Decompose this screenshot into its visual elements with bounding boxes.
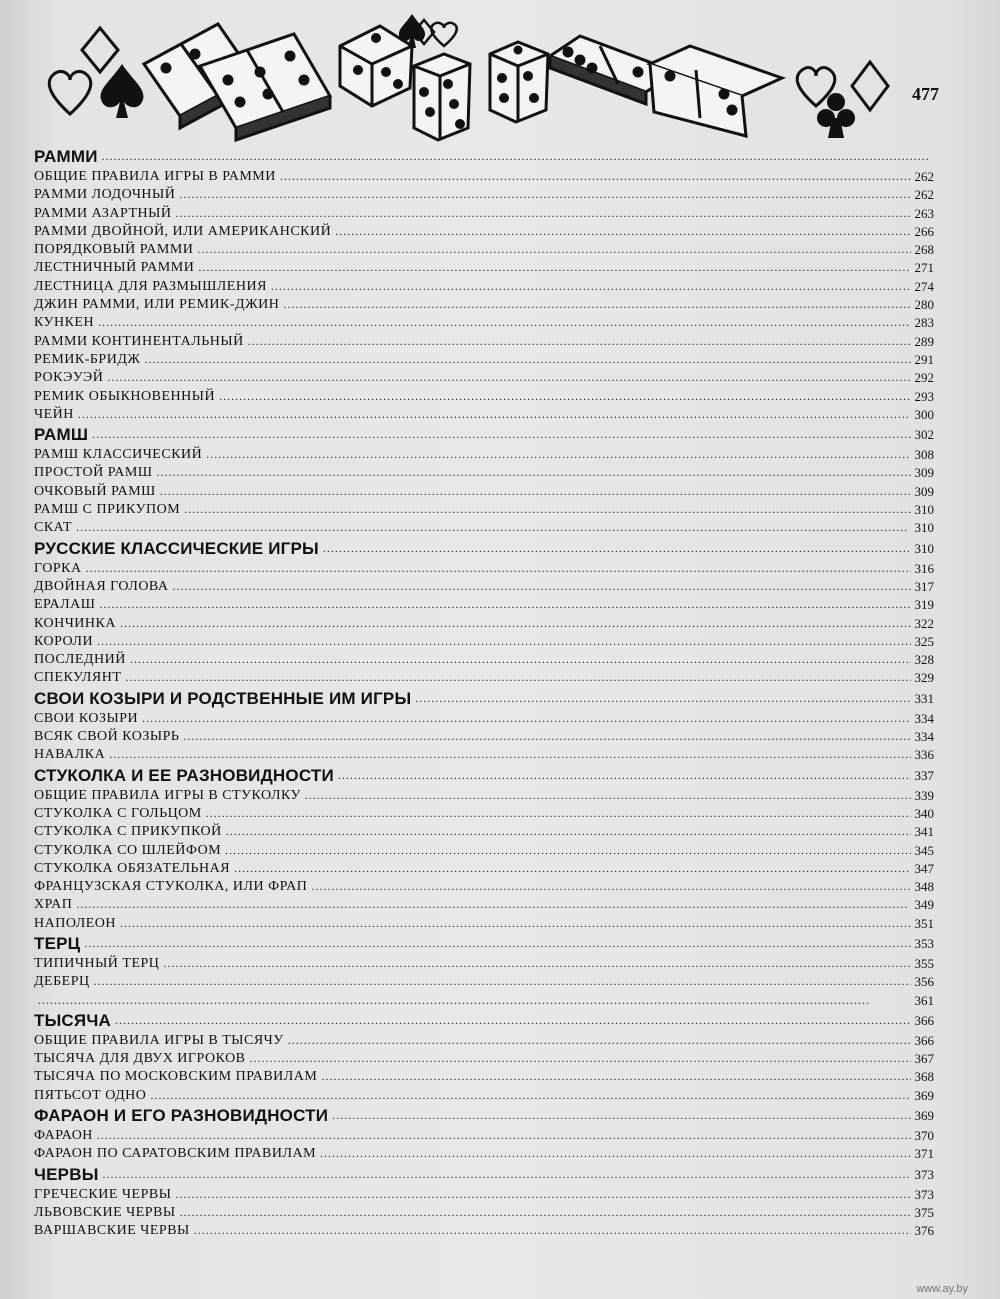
toc-entry-row: [34, 615, 934, 633]
toc-entry-title: РАМШ КЛАССИЧЕСКИЙ: [34, 447, 203, 463]
toc-section-row: [34, 688, 934, 710]
toc-page-number: 355: [914, 955, 934, 971]
toc-entry-title: ПЯТЬСОТ ОДНО: [34, 1087, 147, 1103]
toc-page-number: 336: [914, 747, 934, 763]
toc-entry-row: [34, 205, 934, 223]
toc-leader-dots: [109, 746, 910, 763]
toc-entry-row: [34, 596, 934, 614]
toc-leader-dots: [194, 1222, 911, 1239]
toc-leader-dots: [320, 1145, 910, 1162]
toc-entry-title: ГРЕЧЕСКИЕ ЧЕРВЫ: [34, 1186, 172, 1202]
toc-entry-row: [34, 1222, 934, 1240]
toc-entry-row: [34, 406, 934, 424]
toc-leader-dots: [280, 168, 911, 185]
toc-entry-row: [34, 388, 934, 406]
toc-entry-title: РАМШ С ПРИКУПОМ: [34, 502, 181, 518]
toc-entry-title: СТУКОЛКА СО ШЛЕЙФОМ: [34, 842, 222, 858]
toc-leader-dots: [206, 805, 911, 822]
toc-page-number: 262: [914, 169, 934, 184]
toc-leader-dots: [163, 955, 910, 972]
toc-leader-dots: [179, 186, 910, 203]
toc-page-number: 310: [914, 502, 934, 518]
toc-leader-dots: [115, 1010, 911, 1031]
toc-leader-dots: [184, 501, 910, 518]
toc-page-number: 322: [914, 615, 934, 631]
toc-entry-row: [34, 823, 934, 841]
toc-entry-row: [34, 333, 934, 351]
toc-page-number: 292: [914, 370, 934, 386]
toc-entry-title: РАММИ КОНТИНЕНТАЛЬНЫЙ: [34, 333, 244, 349]
toc-entry-title: ТЫСЯЧА ДЛЯ ДВУХ ИГРОКОВ: [34, 1051, 246, 1067]
toc-leader-dots: [175, 205, 910, 222]
toc-section-title: РУССКИЕ КЛАССИЧЕСКИЕ ИГРЫ: [34, 538, 319, 558]
toc-entry-row: [34, 955, 934, 973]
toc-page-number: 366: [914, 1032, 934, 1048]
toc-page-number: 291: [914, 351, 934, 367]
toc-page-number: 266: [914, 223, 934, 239]
toc-page-number: 274: [914, 278, 934, 294]
toc-leader-dots: [311, 878, 910, 895]
toc-page-number: 375: [914, 1204, 934, 1220]
toc-page-number: 289: [914, 333, 934, 349]
toc-leader-dots: [97, 1127, 911, 1144]
toc-leader-dots: [288, 1032, 911, 1049]
toc-entry-title: РЕМИК ОБЫКНОВЕННЫЙ: [34, 388, 216, 404]
toc-section-title: СТУКОЛКА И ЕЕ РАЗНОВИДНОСТИ: [34, 765, 334, 785]
toc-page-number: 283: [914, 315, 934, 331]
toc-entry-title: ФАРАОН ПО САРАТОВСКИМ ПРАВИЛАМ: [34, 1146, 317, 1162]
toc-entry-row: [34, 787, 934, 805]
toc-entry-row: [34, 805, 934, 823]
toc-entry-title: ЕРАЛАШ: [34, 597, 96, 613]
toc-leader-dots: [332, 1105, 910, 1126]
toc-entry-row: [34, 578, 934, 596]
toc-entry-title: ДВОЙНАЯ ГОЛОВА: [34, 578, 169, 594]
toc-leader-dots: [130, 651, 911, 668]
toc-entry-title: ФРАНЦУЗСКАЯ СТУКОЛКА, ИЛИ ФРАП: [34, 879, 308, 895]
toc-entry-row: [34, 501, 934, 519]
toc-page-number: 263: [914, 205, 934, 221]
toc-entry-row: [34, 314, 934, 332]
toc-leader-dots: [97, 633, 910, 650]
toc-page-number: 370: [914, 1128, 934, 1144]
toc-page-number: 341: [914, 824, 934, 840]
toc-entry-row: [34, 1145, 934, 1163]
toc-page-number: 310: [914, 540, 934, 556]
toc-page-number: 361: [914, 992, 934, 1008]
toc-entry-row: [34, 223, 934, 241]
toc-entry-row: [34, 241, 934, 259]
toc-section-title: ЧЕРВЫ: [34, 1164, 99, 1184]
toc-page-number: 317: [914, 578, 934, 594]
toc-page-number: 369: [914, 1087, 934, 1103]
toc-page-number: 369: [914, 1108, 934, 1124]
toc-section-row: [34, 765, 934, 787]
toc-entry-row: [34, 519, 934, 537]
toc-leader-dots: [415, 688, 910, 709]
toc-entry-row: [34, 992, 934, 1010]
toc-leader-dots: [338, 765, 911, 786]
toc-section-row: [34, 424, 934, 446]
toc-leader-dots: [76, 896, 910, 913]
toc-page-number: 368: [914, 1069, 934, 1085]
toc-page-number: 371: [914, 1146, 934, 1162]
toc-entry-row: [34, 369, 934, 387]
toc-entry-title: ЛЕСТНИЦА ДЛЯ РАЗМЫШЛЕНИЯ: [34, 278, 267, 294]
toc-page-number: 373: [914, 1186, 934, 1202]
toc-entry-title: ТИПИЧНЫЙ ТЕРЦ: [34, 955, 160, 971]
toc-page-number: 345: [914, 842, 934, 858]
toc-page-number: 310: [914, 520, 934, 536]
toc-entry-title: ОЧКОВЫЙ РАМШ: [34, 483, 156, 499]
toc-entry-row: [34, 1050, 934, 1068]
toc-entry-title: КОРОЛИ: [34, 633, 94, 649]
toc-page-number: 366: [914, 1012, 934, 1028]
toc-leader-dots: [323, 538, 911, 559]
toc-entry-row: [34, 860, 934, 878]
toc-entry-title: ГОРКА: [34, 560, 82, 576]
toc-entry-row: [34, 259, 934, 277]
toc-leader-dots: [250, 1050, 911, 1067]
toc-entry-title: ПОРЯДКОВЫЙ РАММИ: [34, 242, 194, 258]
toc-entry-title: ВСЯК СВОЙ КОЗЫРЬ: [34, 729, 180, 745]
toc-leader-dots: [125, 669, 910, 686]
toc-section-title: ТЕРЦ: [34, 933, 81, 953]
toc-leader-dots: [206, 446, 910, 463]
toc-entry-row: [34, 878, 934, 896]
toc-page-number: 271: [914, 260, 934, 276]
toc-section-row: [34, 146, 934, 168]
toc-entry-title: РАММИ ДВОЙНОЙ, ИЛИ АМЕРИКАНСКИЙ: [34, 223, 332, 239]
toc-section-title: ТЫСЯЧА: [34, 1010, 111, 1030]
toc-leader-dots: [283, 296, 910, 313]
toc-entry-title: КОНЧИНКА: [34, 615, 116, 631]
toc-page-number: 300: [914, 406, 934, 422]
toc-leader-dots: [248, 333, 911, 350]
toc-entry-title: ОБЩИЕ ПРАВИЛА ИГРЫ В СТУКОЛКУ: [34, 787, 301, 803]
toc-entry-row: [34, 633, 934, 651]
toc-entry-title: СВОИ КОЗЫРИ: [34, 710, 139, 726]
toc-entry-title: РАММИ АЗАРТНЫЙ: [34, 205, 172, 221]
heart-icon: [431, 23, 457, 46]
toc-page-number: 373: [914, 1166, 934, 1182]
toc-leader-dots: [94, 973, 911, 990]
toc-entry-title: НАВАЛКА: [34, 747, 106, 763]
toc-entry-row: [34, 296, 934, 314]
toc-leader-dots: [225, 842, 910, 859]
toc-entry-row: [34, 710, 934, 728]
toc-page-number: 329: [914, 670, 934, 686]
toc-entry-title: РЕМИК-БРИДЖ: [34, 351, 141, 367]
die-icon: [414, 54, 470, 140]
toc-entry-title: ЧЕЙН: [34, 406, 74, 422]
toc-entry-row: [34, 464, 934, 482]
toc-entry-title: ОБЩИЕ ПРАВИЛА ИГРЫ В РАММИ: [34, 169, 276, 184]
toc-entry-title: ЛЬВОВСКИЕ ЧЕРВЫ: [34, 1204, 176, 1220]
toc-page-number: 367: [914, 1051, 934, 1067]
toc-entry-title: НАПОЛЕОН: [34, 915, 117, 931]
toc-leader-dots: [305, 787, 911, 804]
toc-entry-row: [34, 483, 934, 501]
toc-page-number: 309: [914, 465, 934, 481]
toc-leader-dots: [183, 728, 910, 745]
toc-entry-title: ВАРШАВСКИЕ ЧЕРВЫ: [34, 1223, 190, 1239]
toc-entry-row: [34, 746, 934, 764]
toc-entry-title: ТЫСЯЧА ПО МОСКОВСКИМ ПРАВИЛАМ: [34, 1069, 318, 1085]
toc-leader-dots: [86, 560, 911, 577]
toc-leader-dots: [160, 483, 911, 500]
toc-entry-row: [34, 1186, 934, 1204]
toc-entry-row: [34, 186, 934, 204]
toc-leader-dots: [150, 1087, 910, 1104]
toc-leader-dots: [92, 424, 910, 445]
toc-entry-title: КУНКЕН: [34, 315, 95, 331]
toc-entry-title: РОКЭУЭЙ: [34, 370, 104, 386]
toc-entry-row: [34, 278, 934, 296]
toc-leader-dots: [321, 1068, 910, 1085]
toc-entry-row: [34, 651, 934, 669]
toc-leader-dots: [76, 519, 910, 536]
toc-entry-title: ПРОСТОЙ РАМШ: [34, 465, 153, 481]
toc-leader-dots: [198, 259, 910, 276]
toc-entry-title: СТУКОЛКА С ГОЛЬЦОМ: [34, 805, 202, 821]
toc-entry-title: ЛЕСТНИЧНЫЙ РАММИ: [34, 260, 195, 276]
toc-page-number: 376: [914, 1223, 934, 1239]
toc-page-number: 334: [914, 729, 934, 745]
table-of-contents: [34, 146, 934, 1241]
toc-page-number: 328: [914, 652, 934, 668]
toc-leader-dots: [144, 351, 910, 368]
toc-leader-dots: [219, 388, 910, 405]
toc-page-number: 356: [914, 974, 934, 990]
toc-page-number: 348: [914, 879, 934, 895]
toc-leader-dots: [175, 1186, 910, 1203]
toc-entry-row: [34, 728, 934, 746]
toc-entry-row: [34, 896, 934, 914]
toc-entry-row: [34, 1032, 934, 1050]
toc-leader-dots: [107, 369, 910, 386]
toc-page-number: 262: [914, 187, 934, 203]
toc-page-number: 268: [914, 242, 934, 258]
toc-section-row: [34, 538, 934, 560]
toc-leader-dots: [99, 596, 910, 613]
toc-entry-row: [34, 915, 934, 933]
toc-entry-title: СТУКОЛКА С ПРИКУПКОЙ: [34, 824, 222, 840]
toc-leader-dots: [180, 1204, 911, 1221]
heart-icon: [49, 72, 91, 114]
toc-entry-row: [34, 973, 934, 991]
toc-entry-title: СКАТ: [34, 520, 73, 536]
toc-leader-dots: [234, 860, 910, 877]
toc-leader-dots: [120, 615, 911, 632]
toc-leader-dots: [102, 146, 930, 167]
toc-entry-row: [34, 351, 934, 369]
toc-page-number: 347: [914, 860, 934, 876]
toc-leader-dots: [142, 710, 910, 727]
diamond-icon: [82, 28, 118, 72]
toc-page-number: 325: [914, 633, 934, 649]
toc-entry-title: ФАРАОН: [34, 1128, 93, 1144]
toc-page-number: 280: [914, 297, 934, 313]
toc-section-title: ФАРАОН И ЕГО РАЗНОВИДНОСТИ: [34, 1106, 329, 1126]
toc-entry-row: [34, 446, 934, 464]
toc-page-number: 349: [914, 897, 934, 913]
toc-page-number: 308: [914, 447, 934, 463]
toc-leader-dots: [226, 823, 911, 840]
toc-section-title: СВОИ КОЗЫРИ И РОДСТВЕННЫЕ ИМ ИГРЫ: [34, 688, 412, 708]
toc-entry-title: СПЕКУЛЯНТ: [34, 670, 122, 686]
toc-leader-dots: [173, 578, 911, 595]
toc-entry-row: [34, 669, 934, 687]
toc-leader-dots: [271, 278, 911, 295]
toc-page-number: 293: [914, 388, 934, 404]
toc-leader-dots: [78, 406, 911, 423]
toc-entry-title: ОБЩИЕ ПРАВИЛА ИГРЫ В ТЫСЯЧУ: [34, 1032, 284, 1048]
toc-leader-dots: [335, 223, 910, 240]
toc-entry-row: [34, 560, 934, 578]
toc-section-row: [34, 933, 934, 955]
spade-icon: [101, 64, 144, 118]
toc-page-number: 339: [914, 787, 934, 803]
toc-entry-title: СТУКОЛКА ОБЯЗАТЕЛЬНАЯ: [34, 860, 231, 876]
toc-leader-dots: [84, 933, 910, 954]
toc-section-title: РАММИ: [34, 147, 98, 166]
toc-leader-dots: [197, 241, 910, 258]
toc-entry-row: [34, 842, 934, 860]
die-icon: [490, 42, 548, 122]
toc-page-number: 331: [914, 690, 934, 706]
toc-entry-row: [34, 168, 934, 186]
toc-entry-title: ПОСЛЕДНИЙ: [34, 652, 126, 668]
toc-leader-dots: [120, 915, 910, 932]
page-number: 477: [912, 84, 939, 104]
toc-page-number: 337: [914, 767, 934, 783]
toc-leader-dots: [156, 464, 910, 481]
toc-section-row: [34, 1105, 934, 1127]
toc-page-number: 302: [914, 427, 934, 443]
diamond-icon: [852, 62, 888, 110]
dice-and-cards-header-illustration: [40, 6, 920, 146]
domino-icon: [650, 46, 782, 136]
toc-page-number: 319: [914, 597, 934, 613]
toc-entry-title: ДЕБЕРЦ: [34, 974, 90, 990]
toc-page-number: 309: [914, 483, 934, 499]
toc-entry-title: РАММИ ЛОДОЧНЫЙ: [34, 187, 176, 203]
toc-entry-row: [34, 1204, 934, 1222]
toc-entry-row: [34, 1087, 934, 1105]
toc-leader-dots: [103, 1164, 911, 1185]
toc-page-number: 353: [914, 935, 934, 951]
toc-leader-dots: [38, 992, 911, 1009]
toc-page-number: 340: [914, 805, 934, 821]
toc-section-row: [34, 1010, 934, 1032]
toc-leader-dots: [98, 314, 910, 331]
toc-page-number: 334: [914, 710, 934, 726]
watermark: www.ay.by: [916, 1283, 968, 1295]
toc-entry-title: ХРАП: [34, 897, 73, 913]
toc-section-row: [34, 1164, 934, 1186]
toc-section-title: РАМШ: [34, 425, 89, 445]
toc-page-number: 316: [914, 560, 934, 576]
toc-page-number: 351: [914, 915, 934, 931]
toc-entry-row: [34, 1068, 934, 1086]
toc-entry-title: ДЖИН РАММИ, ИЛИ РЕМИК-ДЖИН: [34, 297, 280, 313]
toc-entry-row: [34, 1127, 934, 1145]
